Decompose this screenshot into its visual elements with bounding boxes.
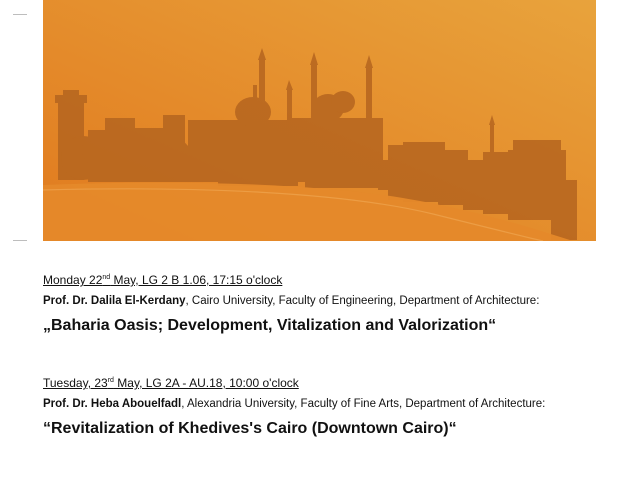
crop-mark-top [13,14,27,15]
cairo-skyline-banner [43,0,596,241]
event-speaker-line [43,295,603,307]
lecture-title: “Revitalization of Khedives's Cairo (Downtown Cairo)“ [43,420,457,437]
lecture-event-2 [43,376,603,438]
speaker-affiliation: , Cairo University, Faculty of Engineering, Department of Architecture: [185,295,540,307]
event-time-location: May, LG 2A - AU.18, 10:00 o'clock [113,376,299,390]
event-date-line [43,273,603,287]
event-day-suffix: nd [102,274,111,281]
event-day-suffix: rd [107,377,114,384]
lecture-title: „Baharia Oasis; Development, Vitalization and Valorization“ [43,317,497,334]
event-day: Monday 22 [43,273,103,287]
lecture-event-1 [43,273,603,335]
event-day: Tuesday, 23 [43,376,108,390]
event-speaker-line [43,398,603,410]
event-date-line [43,376,603,390]
speaker-affiliation: , Alexandria University, Faculty of Fine Arts, Department of Architecture: [181,398,546,410]
speaker-name: Prof. Dr. Heba Abouelfadl [43,398,182,410]
speaker-name: Prof. Dr. Dalila El-Kerdany [43,295,186,307]
event-time-location: May, LG 2 B 1.06, 17:15 o'clock [110,273,283,287]
crop-mark-bottom [13,240,27,241]
